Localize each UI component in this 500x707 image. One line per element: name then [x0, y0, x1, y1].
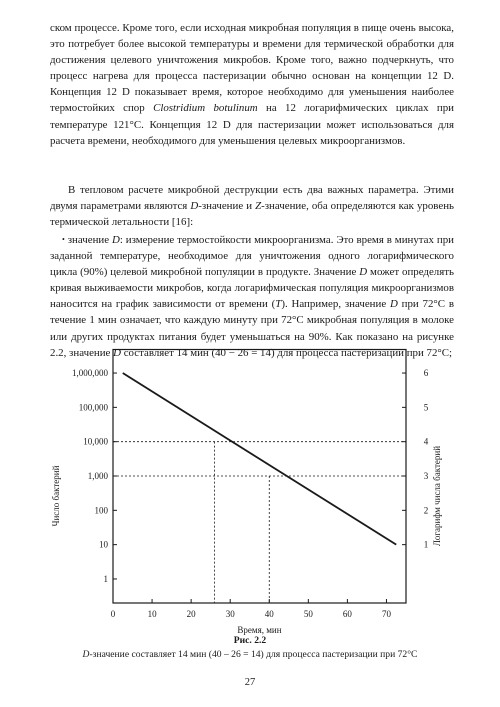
d-symbol: D [190, 200, 199, 213]
paragraph-2-c: -значение, оба определяются как уровень термической летальности [16]: [50, 200, 454, 229]
paragraph-3-b: : измерение термостойкости микроорганизма. Это время в минутах при заданной температуре, необходимое для уничтожения одного логарифмического цикла (90%) целевой микробной популяции в продукте. Значение [50, 234, 454, 279]
paragraph-3-d: ). Например, значение [281, 298, 390, 311]
paragraph-2-body [50, 182, 454, 230]
y2-tick-label: 6 [423, 368, 429, 379]
organism-name: Clostridium botulinum [153, 102, 258, 115]
d-symbol: D [359, 266, 368, 279]
x-tick-label: 30 [225, 609, 235, 619]
bullet-item-d-value [50, 232, 454, 361]
y-tick-label: 10 [99, 539, 108, 550]
x-tick-label: 20 [186, 609, 196, 619]
paragraph-3-e: при 72°C в течение 1 мин означает, что каждую минуту при 72°C микробная популяция в молоке или других продуктах питания будет уменьшаться на 90%. Как показано на рисунке 2.2, значение [50, 298, 454, 359]
paragraph-3-c: может определять кривая выживаемости микробов, когда логарифмическая популяция микроорганизмов наносится на график зависимости от времени ( [50, 266, 454, 311]
paragraph-1-text: ском процессе. Кроме того, если исходная микробная популяция в пище очень высока, это потребует более высокой температуры и времени для термической обработки для достижения целевого уничтожения микробов. Кроме того, важно подчеркнуть, что процесс нагрева для процесса пастеризации обычно основан на концепции 12 D. Концепция 12 D показывает время, которое необходимо для уменьшения наиболее термостойких спор [50, 22, 454, 115]
figure-caption [40, 649, 460, 660]
x-tick-label: 50 [303, 609, 313, 619]
survival-curve-line [123, 373, 396, 545]
figure-label: Рис. 2.2 [233, 635, 267, 646]
x-tick-label: 10 [147, 609, 157, 619]
x-tick-label: 40 [264, 609, 274, 619]
caption-text: -значение составляет 14 мин (40 – 26 = 14) для процесса пастеризации при 72°C [89, 649, 418, 660]
y2-tick-label: 1 [423, 539, 429, 550]
x-tick-label: 70 [381, 609, 391, 619]
paragraph-3-f: составляет 14 мин (40 − 26 = 14) для процесса пастеризации при 72°C; [121, 346, 453, 359]
paragraph-1 [50, 20, 454, 149]
t-symbol: T [275, 298, 282, 311]
y-axis-label: Число бактерий [51, 465, 61, 527]
y2-axis-label: Логарифм числа бактерий [432, 445, 442, 547]
y-tick-label: 10,000 [83, 436, 108, 447]
y-tick-label: 100,000 [78, 402, 108, 413]
y-tick-label: 1,000,000 [72, 368, 108, 379]
y-tick-label: 100 [94, 505, 108, 516]
caption-d-symbol: D [82, 649, 90, 660]
z-symbol: Z [255, 200, 262, 213]
y2-tick-label: 4 [423, 436, 429, 447]
paragraph-3-a: значение [64, 234, 112, 246]
page-number: 27 [244, 677, 256, 688]
y-tick-label: 1 [103, 573, 108, 584]
survival-curve-chart [48, 346, 453, 635]
d-symbol: D [111, 234, 120, 246]
paragraph-2-a: В тепловом расчете микробной деструкции есть два важных параметра. Этими двумя параметрами являются [50, 184, 454, 213]
y2-tick-label: 2 [423, 505, 429, 516]
paragraph-3 [50, 232, 454, 361]
x-tick-label: 0 [110, 609, 116, 619]
paragraph-1-end: на 12 логарифмических циклах при температуре 121°C. Концепция 12 D для пастеризации может использоваться для расчета времени, необходимого для уменьшения целевых микроорганизмов. [50, 102, 455, 147]
x-tick-label: 60 [342, 609, 352, 619]
d-symbol: D [389, 298, 398, 311]
y2-tick-label: 5 [423, 402, 429, 413]
y-tick-label: 1,000 [87, 471, 108, 481]
d-symbol: D [113, 346, 121, 359]
x-axis-label: Время, мин [237, 625, 282, 635]
paragraph-2-b: -значение и [198, 200, 256, 213]
paragraph-2 [50, 182, 454, 230]
y2-tick-label: 3 [423, 471, 429, 481]
bullet-icon: • [62, 235, 65, 244]
